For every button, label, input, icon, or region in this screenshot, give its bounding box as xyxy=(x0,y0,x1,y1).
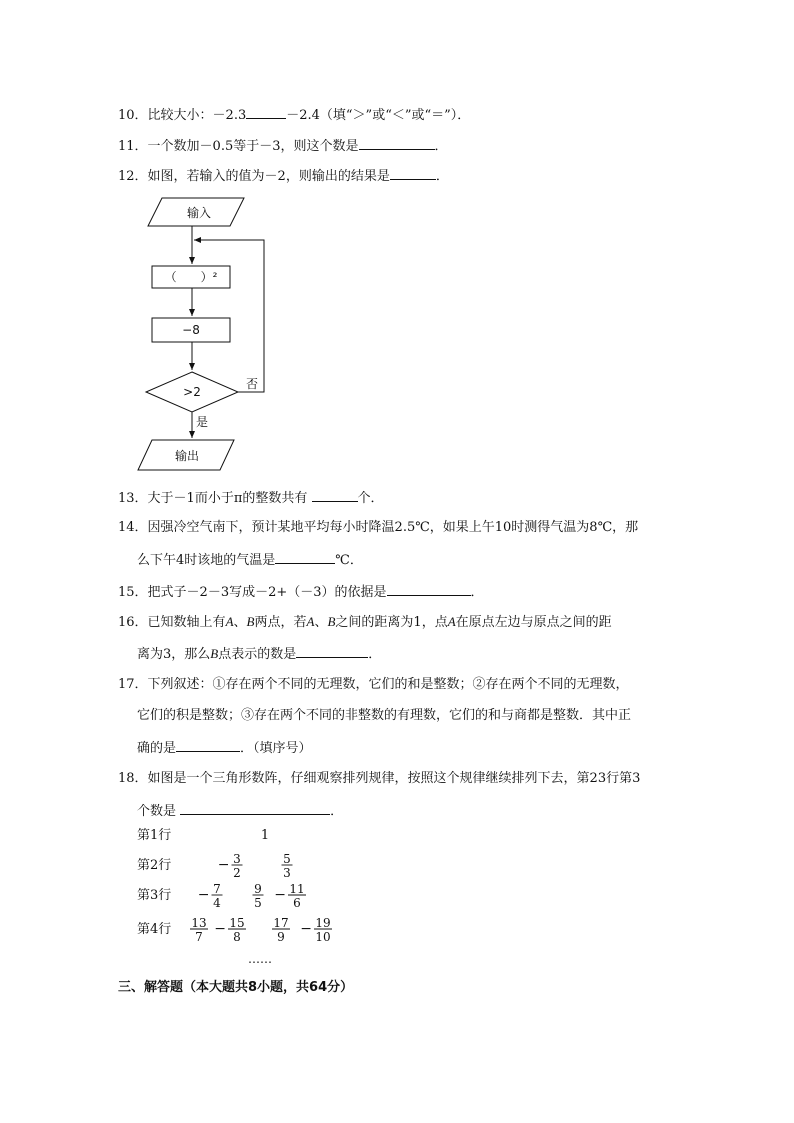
question-text: 点表示的数是 xyxy=(218,647,297,662)
answer-blank[interactable] xyxy=(390,167,436,180)
question-number: 15． xyxy=(118,585,148,600)
question-text: 一个数加－0.5等于－3，则这个数是 xyxy=(147,139,359,154)
array-number: 1 xyxy=(260,828,270,843)
question-text: 它们的积是整数；③存在两个不同的非整数的有理数，它们的和与商都是整数．其中正 xyxy=(137,708,632,723)
question-11 xyxy=(118,137,448,155)
question-18 xyxy=(118,771,640,787)
question-number: 16． xyxy=(118,615,148,630)
question-text: 比较大小：－2.3 xyxy=(147,108,247,123)
section-heading: 三、解答题（本大题共8小题，共64分） xyxy=(118,980,354,995)
fraction-denominator: 2 xyxy=(233,866,241,880)
question-text: 如图，若输入的值为－2，则输出的结果是 xyxy=(147,169,390,184)
question-10 xyxy=(118,106,470,124)
flow-minus8-node xyxy=(152,318,230,342)
minus-sign: − xyxy=(197,887,210,903)
fraction-denominator: 5 xyxy=(254,896,262,910)
fraction-denominator: 9 xyxy=(277,930,285,944)
question-text: ． xyxy=(330,804,344,819)
question-17-cont xyxy=(137,708,631,724)
question-text: 确的是 xyxy=(137,741,177,756)
question-18-cont xyxy=(137,802,343,820)
fraction-denominator: 6 xyxy=(293,896,301,910)
fraction-numerator: 13 xyxy=(191,916,207,930)
question-15 xyxy=(118,583,484,601)
point-b: B xyxy=(210,646,219,661)
flow-decision-node xyxy=(146,372,238,412)
question-14-cont xyxy=(137,551,363,569)
answer-blank[interactable] xyxy=(180,802,330,815)
question-12 xyxy=(118,167,449,185)
question-16 xyxy=(118,614,612,631)
flow-decision-label: >2 xyxy=(183,385,201,399)
question-number: 11． xyxy=(118,139,148,154)
minus-sign: − xyxy=(274,887,286,903)
point-a: A xyxy=(306,614,315,629)
point-b: B xyxy=(327,614,336,629)
question-text: 下列叙述：①存在两个不同的无理数，它们的和是整数；②存在两个不同的无理数， xyxy=(147,677,629,692)
flow-square-label: （ ）² xyxy=(164,270,218,284)
point-a: A xyxy=(225,614,234,629)
question-14 xyxy=(118,520,638,536)
triangle-array xyxy=(137,824,357,969)
question-text: 把式子－2－3写成－2+（－3）的依据是 xyxy=(147,585,387,600)
answer-blank[interactable] xyxy=(275,551,335,564)
answer-blank[interactable] xyxy=(176,739,240,752)
question-number: 13． xyxy=(118,491,148,506)
ellipsis: …… xyxy=(248,952,272,966)
fraction-denominator: 4 xyxy=(213,896,221,910)
question-text: 在原点左边与原点之间的距 xyxy=(455,615,612,630)
flow-minus8-label: −8 xyxy=(182,323,200,337)
flow-output-label: 输出 xyxy=(174,449,200,463)
fraction-denominator: 3 xyxy=(283,866,291,880)
question-number: 14． xyxy=(118,520,148,535)
question-number: 18． xyxy=(118,771,148,786)
minus-sign: − xyxy=(217,857,230,873)
fraction-numerator: 17 xyxy=(273,916,289,930)
flowchart xyxy=(136,192,276,477)
question-text: 如图是一个三角形数阵，仔细观察排列规律，按照这个规律继续排列下去，第23行第3 xyxy=(147,771,641,786)
question-text: ． xyxy=(435,169,449,184)
question-text: ．（填序号） xyxy=(240,741,312,756)
row-label: 第1行 xyxy=(137,828,172,843)
point-b: B xyxy=(246,614,255,629)
fraction-denominator: 8 xyxy=(233,930,241,944)
flow-input-node xyxy=(148,198,244,226)
fraction-denominator: 10 xyxy=(315,930,331,944)
question-17 xyxy=(118,677,629,693)
question-text: ． xyxy=(368,647,382,662)
answer-blank[interactable] xyxy=(359,137,435,150)
question-text: 因强冷空气南下，预计某地平均每小时降温2.5℃，如果上午10时测得气温为8℃，那 xyxy=(147,520,639,535)
separator: 、 xyxy=(233,615,247,630)
question-text: ． xyxy=(470,585,484,600)
row-label: 第2行 xyxy=(137,858,172,873)
question-number: 12． xyxy=(118,169,148,184)
question-text: 么下午4时该地的气温是 xyxy=(137,553,276,568)
fraction-numerator: 5 xyxy=(283,852,291,866)
question-number: 10． xyxy=(118,108,148,123)
flow-input-label: 输入 xyxy=(186,206,212,220)
fraction-denominator: 7 xyxy=(195,930,203,944)
question-text: 两点，若 xyxy=(254,615,307,630)
question-text: ℃． xyxy=(335,553,363,568)
question-text: －2.4（填“＞”或“＜”或“＝”）． xyxy=(286,108,471,123)
row-label: 第3行 xyxy=(137,888,172,903)
fraction-numerator: 15 xyxy=(229,916,245,930)
minus-sign: − xyxy=(214,921,226,937)
question-17-cont2 xyxy=(137,739,312,757)
answer-blank[interactable] xyxy=(312,489,358,502)
flow-square-node xyxy=(152,266,230,288)
fraction-numerator: 11 xyxy=(289,882,305,896)
answer-blank[interactable] xyxy=(246,106,286,119)
row-label: 第4行 xyxy=(137,922,172,937)
fraction-numerator: 3 xyxy=(233,852,241,866)
question-text: 个数是 xyxy=(137,804,177,819)
fraction-numerator: 9 xyxy=(254,882,262,896)
question-16-cont xyxy=(137,645,381,663)
question-number: 17． xyxy=(118,677,148,692)
flow-yes-label: 是 xyxy=(196,415,209,429)
question-text: 个． xyxy=(357,491,384,506)
flow-no-label: 否 xyxy=(246,377,259,391)
question-text: 已知数轴上有 xyxy=(147,615,226,630)
question-text: 大于－1而小于π的整数共有 xyxy=(147,491,308,506)
minus-sign: − xyxy=(300,921,312,937)
flow-loop-arrow xyxy=(194,240,264,392)
question-text: ． xyxy=(434,139,448,154)
question-13 xyxy=(118,489,384,507)
fraction-numerator: 19 xyxy=(315,916,331,930)
flow-output-node xyxy=(138,440,234,470)
question-text: 之间的距离为1，点 xyxy=(335,615,448,630)
fraction-numerator: 7 xyxy=(213,882,221,896)
question-text: 离为3，那么 xyxy=(137,647,211,662)
separator: 、 xyxy=(314,615,328,630)
point-a: A xyxy=(447,614,456,629)
answer-blank[interactable] xyxy=(387,583,471,596)
answer-blank[interactable] xyxy=(296,645,368,658)
